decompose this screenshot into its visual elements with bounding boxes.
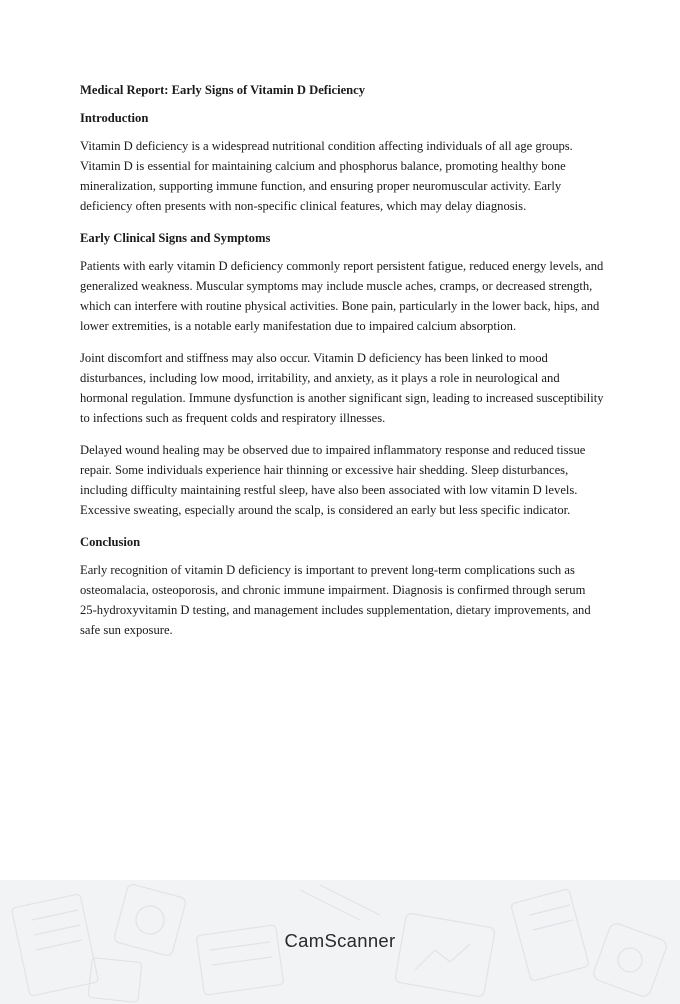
symptoms-paragraph-3: Delayed wound healing may be observed due to impaired inflammatory response and reduced tissue repair. Some individuals experience hair thinning or excessive hair shedding. Sleep disturbances, including difficulty maintaining restful sleep, have also been associated with low vitamin D levels. Excessive sweating, especially around the scalp, is considered an early but less specific indicator. — [80, 443, 586, 517]
introduction-paragraph: Vitamin D deficiency is a widespread nutritional condition affecting individuals of all age groups. Vitamin D is essential for maintaining calcium and phosphorus balance, promoting healthy bone mineralization, supporting immune function, and ensuring proper neuromuscular activity. Early deficiency often presents with non-specific clinical features, which may delay diagnosis. — [80, 139, 573, 213]
camscanner-brand-label: CamScanner — [284, 930, 396, 951]
report-title: Medical Report: Early Signs of Vitamin D Deficiency — [80, 83, 366, 97]
scanner-watermark-footer — [0, 880, 680, 1004]
conclusion-paragraph: Early recognition of vitamin D deficiency is important to prevent long-term complications such as osteomalacia, osteoporosis, and chronic immune impairment. Diagnosis is confirmed through serum 25-hydroxyvitamin D testing, and management includes supplementation, dietary improvements, and safe sun exposure. — [80, 563, 591, 637]
section-heading-conclusion: Conclusion — [80, 535, 141, 549]
section-heading-signs-symptoms: Early Clinical Signs and Symptoms — [80, 231, 271, 245]
report-body — [80, 80, 605, 652]
symptoms-paragraph-1: Patients with early vitamin D deficiency commonly report persistent fatigue, reduced energy levels, and generalized weakness. Muscular symptoms may include muscle aches, cramps, or decreased strength, which can interfere with routine physical activities. Bone pain, particularly in the lower back, hips, and lower extremities, is a notable early manifestation due to impaired calcium absorption. — [80, 259, 604, 333]
symptoms-paragraph-2: Joint discomfort and stiffness may also occur. Vitamin D deficiency has been linked to mood disturbances, including low mood, irritability, and anxiety, as it plays a role in neurological and hormonal regulation. Immune dysfunction is another significant sign, leading to increased susceptibility to infections such as frequent colds and respiratory illnesses. — [80, 351, 604, 425]
section-heading-introduction: Introduction — [80, 111, 149, 125]
